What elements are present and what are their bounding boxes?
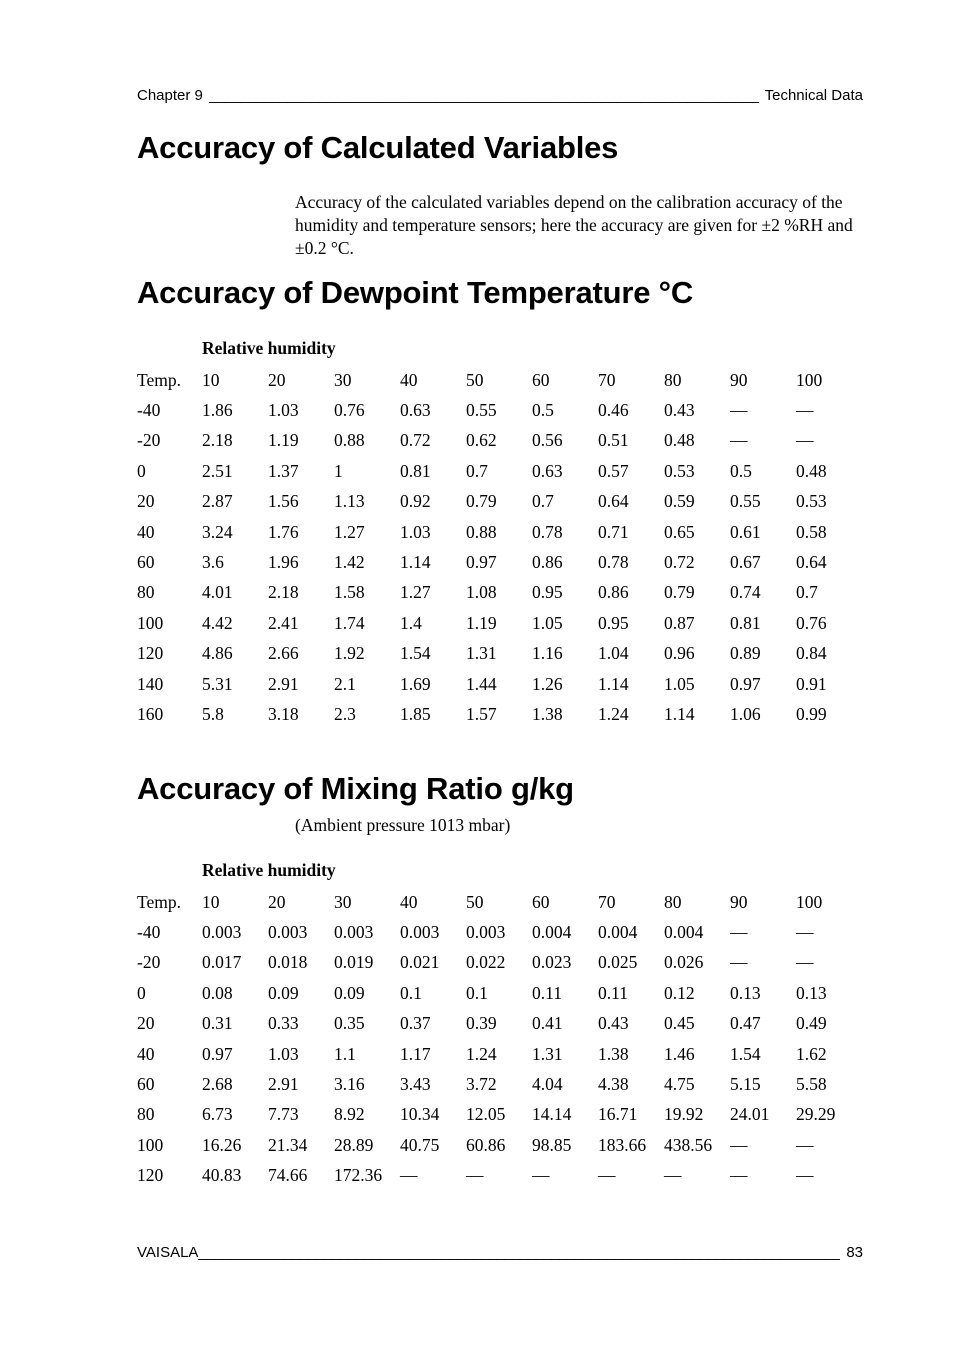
rh-column-header: 100	[796, 891, 823, 912]
value-cell: 0.79	[664, 582, 695, 603]
table-row	[137, 547, 862, 577]
value-cell: 1.96	[268, 552, 299, 573]
value-cell: 0.97	[466, 552, 497, 573]
temp-cell: 60	[137, 552, 155, 573]
value-cell: 10.34	[400, 1104, 440, 1125]
value-cell: —	[730, 922, 748, 943]
value-cell: 0.86	[598, 582, 629, 603]
value-cell: 0.43	[664, 400, 695, 421]
value-cell: 4.01	[202, 582, 233, 603]
value-cell: 0.018	[268, 952, 308, 973]
value-cell: 1.27	[334, 521, 365, 542]
value-cell: 1.08	[466, 582, 497, 603]
value-cell: 1.62	[796, 1043, 827, 1064]
value-cell: 1.46	[664, 1043, 695, 1064]
value-cell: 0.37	[400, 1013, 431, 1034]
value-cell: —	[664, 1165, 682, 1186]
table-row	[137, 1161, 862, 1191]
page-header	[137, 87, 863, 104]
value-cell: 0.003	[202, 922, 242, 943]
value-cell: 2.3	[334, 703, 356, 724]
heading-calculated-variables: Accuracy of Calculated Variables	[137, 130, 619, 165]
value-cell: 0.57	[598, 460, 629, 481]
value-cell: 0.13	[730, 982, 761, 1003]
temp-cell: 140	[137, 673, 164, 694]
value-cell: 1.04	[598, 643, 629, 664]
value-cell: 0.62	[466, 430, 497, 451]
value-cell: 14.14	[532, 1104, 572, 1125]
value-cell: 0.019	[334, 952, 374, 973]
value-cell: 16.26	[202, 1134, 242, 1155]
value-cell: 0.026	[664, 952, 704, 973]
temp-cell: 120	[137, 643, 164, 664]
value-cell: 2.41	[268, 612, 299, 633]
value-cell: 0.025	[598, 952, 638, 973]
value-cell: 0.003	[268, 922, 308, 943]
value-cell: 5.58	[796, 1074, 827, 1095]
rh-column-header: 70	[598, 891, 616, 912]
value-cell: 3.72	[466, 1074, 497, 1095]
rh-column-header: 20	[268, 891, 286, 912]
value-cell: —	[796, 922, 814, 943]
temp-cell: 120	[137, 1165, 164, 1186]
value-cell: 7.73	[268, 1104, 299, 1125]
value-cell: 3.18	[268, 703, 299, 724]
rh-column-header: 80	[664, 891, 682, 912]
value-cell: 0.1	[466, 982, 488, 1003]
table-row	[137, 1100, 862, 1130]
value-cell: 0.49	[796, 1013, 827, 1034]
temp-cell: 0	[137, 460, 146, 481]
value-cell: 2.91	[268, 673, 299, 694]
temp-cell: 100	[137, 612, 164, 633]
mixing-rh-label: Relative humidity	[202, 860, 336, 880]
value-cell: 0.81	[400, 460, 431, 481]
value-cell: 0.003	[400, 922, 440, 943]
value-cell: 0.53	[796, 491, 827, 512]
value-cell: 3.6	[202, 552, 224, 573]
value-cell: 0.33	[268, 1013, 299, 1034]
table-row	[137, 948, 862, 978]
temp-cell: 80	[137, 582, 155, 603]
value-cell: 1.26	[532, 673, 563, 694]
value-cell: 0.7	[532, 491, 554, 512]
value-cell: —	[598, 1165, 616, 1186]
value-cell: 0.13	[796, 982, 827, 1003]
value-cell: 1.76	[268, 521, 299, 542]
value-cell: 1.92	[334, 643, 365, 664]
value-cell: 0.91	[796, 673, 827, 694]
value-cell: 5.8	[202, 703, 224, 724]
value-cell: 1.05	[664, 673, 695, 694]
rh-column-header: 50	[466, 891, 484, 912]
value-cell: 1.03	[268, 1043, 299, 1064]
temp-cell: 60	[137, 1074, 155, 1095]
value-cell: —	[400, 1165, 418, 1186]
value-cell: 0.47	[730, 1013, 761, 1034]
value-cell: —	[730, 430, 748, 451]
table-row	[137, 608, 862, 638]
value-cell: 0.65	[664, 521, 695, 542]
value-cell: 2.18	[268, 582, 299, 603]
value-cell: 0.63	[400, 400, 431, 421]
value-cell: 0.64	[796, 552, 827, 573]
value-cell: 1	[334, 460, 343, 481]
value-cell: 1.19	[466, 612, 497, 633]
column-header: Temp.	[137, 369, 181, 390]
rh-column-header: 50	[466, 369, 484, 390]
dewpoint-table	[137, 365, 862, 730]
value-cell: 1.4	[400, 612, 422, 633]
value-cell: 1.56	[268, 491, 299, 512]
mixing-ratio-table	[137, 887, 862, 1191]
value-cell: 2.66	[268, 643, 299, 664]
value-cell: 1.14	[400, 552, 431, 573]
value-cell: 0.5	[730, 460, 752, 481]
value-cell: 1.42	[334, 552, 365, 573]
table-row	[137, 517, 862, 547]
value-cell: 0.43	[598, 1013, 629, 1034]
value-cell: 0.76	[334, 400, 365, 421]
rh-column-header: 10	[202, 891, 220, 912]
value-cell: 0.022	[466, 952, 506, 973]
value-cell: 1.38	[598, 1043, 629, 1064]
value-cell: 0.81	[730, 612, 761, 633]
table-row	[137, 578, 862, 608]
value-cell: 40.83	[202, 1165, 242, 1186]
value-cell: 0.7	[466, 460, 488, 481]
value-cell: 1.24	[466, 1043, 497, 1064]
temp-cell: -20	[137, 430, 161, 451]
value-cell: 1.19	[268, 430, 299, 451]
value-cell: 0.72	[664, 552, 695, 573]
value-cell: 40.75	[400, 1134, 440, 1155]
value-cell: 0.97	[202, 1043, 233, 1064]
rh-column-header: 80	[664, 369, 682, 390]
value-cell: 1.54	[400, 643, 431, 664]
value-cell: —	[730, 400, 748, 421]
rh-column-header: 100	[796, 369, 823, 390]
value-cell: 19.92	[664, 1104, 704, 1125]
temp-cell: 40	[137, 521, 155, 542]
value-cell: 0.55	[730, 491, 761, 512]
value-cell: 1.38	[532, 703, 563, 724]
temp-cell: -40	[137, 400, 161, 421]
value-cell: 0.31	[202, 1013, 233, 1034]
dewpoint-rh-label: Relative humidity	[202, 338, 336, 358]
value-cell: 1.14	[598, 673, 629, 694]
value-cell: 4.75	[664, 1074, 695, 1095]
value-cell: 0.74	[730, 582, 761, 603]
value-cell: 0.09	[334, 982, 365, 1003]
page-footer	[137, 1244, 863, 1261]
temp-cell: 20	[137, 1013, 155, 1034]
rh-column-header: 30	[334, 369, 352, 390]
value-cell: 60.86	[466, 1134, 506, 1155]
value-cell: 1.03	[268, 400, 299, 421]
value-cell: 3.43	[400, 1074, 431, 1095]
value-cell: 1.05	[532, 612, 563, 633]
value-cell: 2.51	[202, 460, 233, 481]
value-cell: 0.48	[664, 430, 695, 451]
value-cell: 0.95	[532, 582, 563, 603]
value-cell: 12.05	[466, 1104, 506, 1125]
value-cell: 0.1	[400, 982, 422, 1003]
table-row	[137, 1130, 862, 1160]
value-cell: 98.85	[532, 1134, 572, 1155]
value-cell: 172.36	[334, 1165, 383, 1186]
table-row	[137, 699, 862, 729]
value-cell: —	[532, 1165, 550, 1186]
temp-cell: 160	[137, 703, 164, 724]
value-cell: 0.08	[202, 982, 233, 1003]
value-cell: 0.41	[532, 1013, 563, 1034]
temp-cell: 80	[137, 1104, 155, 1125]
value-cell: 16.71	[598, 1104, 638, 1125]
value-cell: 6.73	[202, 1104, 233, 1125]
value-cell: 0.7	[796, 582, 818, 603]
value-cell: 1.58	[334, 582, 365, 603]
value-cell: 0.017	[202, 952, 242, 973]
rh-column-header: 40	[400, 891, 418, 912]
heading-mixing-ratio: Accuracy of Mixing Ratio g/kg	[137, 771, 574, 806]
temp-cell: 0	[137, 982, 146, 1003]
value-cell: 28.89	[334, 1134, 374, 1155]
temp-cell: -40	[137, 922, 161, 943]
rh-column-header: 90	[730, 891, 748, 912]
value-cell: 0.53	[664, 460, 695, 481]
value-cell: 0.78	[532, 521, 563, 542]
value-cell: 0.64	[598, 491, 629, 512]
value-cell: 0.71	[598, 521, 629, 542]
value-cell: 1.16	[532, 643, 563, 664]
rh-column-header: 20	[268, 369, 286, 390]
value-cell: 2.68	[202, 1074, 233, 1095]
temp-cell: 20	[137, 491, 155, 512]
value-cell: 0.11	[532, 982, 562, 1003]
value-cell: 29.29	[796, 1104, 836, 1125]
value-cell: —	[796, 952, 814, 973]
value-cell: 2.87	[202, 491, 233, 512]
value-cell: 1.37	[268, 460, 299, 481]
value-cell: 0.79	[466, 491, 497, 512]
pressure-note: (Ambient pressure 1013 mbar)	[295, 815, 511, 835]
rh-column-header: 40	[400, 369, 418, 390]
rh-column-header: 30	[334, 891, 352, 912]
value-cell: 0.004	[532, 922, 572, 943]
value-cell: 0.004	[664, 922, 704, 943]
table-row	[137, 1039, 862, 1069]
value-cell: 0.09	[268, 982, 299, 1003]
table-row	[137, 669, 862, 699]
rh-column-header: 90	[730, 369, 748, 390]
value-cell: 4.38	[598, 1074, 629, 1095]
value-cell: 1.54	[730, 1043, 761, 1064]
value-cell: 0.86	[532, 552, 563, 573]
value-cell: 1.03	[400, 521, 431, 542]
value-cell: 0.96	[664, 643, 695, 664]
value-cell: 4.04	[532, 1074, 563, 1095]
value-cell: 5.15	[730, 1074, 761, 1095]
page-number: 83	[846, 1244, 863, 1261]
value-cell: —	[730, 952, 748, 973]
table-row	[137, 426, 862, 456]
value-cell: 0.97	[730, 673, 761, 694]
table-row	[137, 1069, 862, 1099]
value-cell: 3.24	[202, 521, 233, 542]
value-cell: 1.31	[532, 1043, 563, 1064]
value-cell: 0.63	[532, 460, 563, 481]
value-cell: 0.5	[532, 400, 554, 421]
value-cell: 0.59	[664, 491, 695, 512]
value-cell: 0.78	[598, 552, 629, 573]
value-cell: —	[796, 400, 814, 421]
value-cell: 0.11	[598, 982, 628, 1003]
temp-cell: 100	[137, 1134, 164, 1155]
table-row	[137, 917, 862, 947]
temp-cell: -20	[137, 952, 161, 973]
value-cell: 1.85	[400, 703, 431, 724]
value-cell: 1.17	[400, 1043, 431, 1064]
value-cell: —	[796, 1165, 814, 1186]
heading-dewpoint: Accuracy of Dewpoint Temperature °C	[137, 275, 694, 310]
value-cell: 1.31	[466, 643, 497, 664]
value-cell: 0.88	[334, 430, 365, 451]
value-cell: 24.01	[730, 1104, 770, 1125]
value-cell: 0.51	[598, 430, 629, 451]
value-cell: 2.18	[202, 430, 233, 451]
value-cell: 74.66	[268, 1165, 308, 1186]
rh-column-header: 60	[532, 369, 550, 390]
value-cell: 21.34	[268, 1134, 308, 1155]
value-cell: 4.86	[202, 643, 233, 664]
table-row	[137, 978, 862, 1008]
value-cell: —	[796, 430, 814, 451]
value-cell: 1.57	[466, 703, 497, 724]
value-cell: 1.86	[202, 400, 233, 421]
intro-paragraph: Accuracy of the calculated variables depend on the calibration accuracy of the humidity and temperature sensors; here the accuracy are given for ±2 %RH and ±0.2 °C.	[295, 192, 853, 258]
value-cell: —	[796, 1134, 814, 1155]
value-cell: 0.021	[400, 952, 440, 973]
value-cell: 0.88	[466, 521, 497, 542]
value-cell: 0.76	[796, 612, 827, 633]
value-cell: —	[730, 1134, 748, 1155]
value-cell: 0.004	[598, 922, 638, 943]
value-cell: 0.12	[664, 982, 695, 1003]
value-cell: 8.92	[334, 1104, 365, 1125]
column-header: Temp.	[137, 891, 181, 912]
value-cell: 1.74	[334, 612, 365, 633]
value-cell: 0.95	[598, 612, 629, 633]
value-cell: 1.27	[400, 582, 431, 603]
value-cell: 0.39	[466, 1013, 497, 1034]
value-cell: 1.1	[334, 1043, 356, 1064]
value-cell: 1.14	[664, 703, 695, 724]
value-cell: 0.61	[730, 521, 761, 542]
value-cell: 0.58	[796, 521, 827, 542]
value-cell: —	[466, 1165, 484, 1186]
value-cell: 0.46	[598, 400, 629, 421]
rh-column-header: 60	[532, 891, 550, 912]
table-header-row	[137, 887, 862, 917]
value-cell: 438.56	[664, 1134, 713, 1155]
temp-cell: 40	[137, 1043, 155, 1064]
table-row	[137, 487, 862, 517]
table-row	[137, 639, 862, 669]
value-cell: 1.24	[598, 703, 629, 724]
value-cell: 0.48	[796, 460, 827, 481]
value-cell: 5.31	[202, 673, 233, 694]
table-row	[137, 456, 862, 486]
table-row	[137, 1009, 862, 1039]
value-cell: 0.99	[796, 703, 827, 724]
chapter-label: Chapter 9	[137, 87, 203, 104]
section-label: Technical Data	[764, 87, 863, 104]
value-cell: 0.89	[730, 643, 761, 664]
value-cell: 0.84	[796, 643, 827, 664]
table-row	[137, 395, 862, 425]
value-cell: 0.023	[532, 952, 572, 973]
value-cell: 0.45	[664, 1013, 695, 1034]
table-header-row	[137, 365, 862, 395]
value-cell: 183.66	[598, 1134, 647, 1155]
rh-column-header: 70	[598, 369, 616, 390]
value-cell: 1.13	[334, 491, 365, 512]
value-cell: 0.35	[334, 1013, 365, 1034]
value-cell: 0.56	[532, 430, 563, 451]
value-cell: 1.69	[400, 673, 431, 694]
rh-column-header: 10	[202, 369, 220, 390]
value-cell: 2.1	[334, 673, 356, 694]
value-cell: 4.42	[202, 612, 233, 633]
value-cell: 1.06	[730, 703, 761, 724]
value-cell: 0.55	[466, 400, 497, 421]
value-cell: 0.003	[334, 922, 374, 943]
value-cell: 0.67	[730, 552, 761, 573]
value-cell: 0.72	[400, 430, 431, 451]
header-rule	[209, 87, 759, 104]
value-cell: 3.16	[334, 1074, 365, 1095]
company-name: VAISALA	[137, 1244, 199, 1261]
value-cell: 0.92	[400, 491, 431, 512]
footer-rule	[198, 1244, 840, 1261]
value-cell: —	[730, 1165, 748, 1186]
value-cell: 2.91	[268, 1074, 299, 1095]
value-cell: 1.44	[466, 673, 497, 694]
value-cell: 0.003	[466, 922, 506, 943]
value-cell: 0.87	[664, 612, 695, 633]
